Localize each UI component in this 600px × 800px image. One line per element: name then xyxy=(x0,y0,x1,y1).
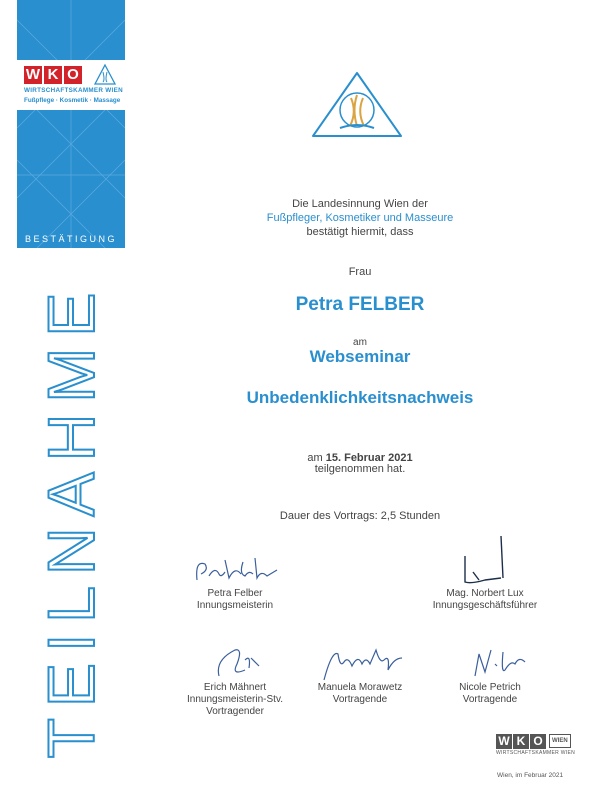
am-text: am xyxy=(353,337,367,348)
signer-role-2: Vortragender xyxy=(206,706,264,717)
event-type: Webseminar xyxy=(309,347,411,366)
footer-letter-w: W xyxy=(496,734,512,749)
signer-name: Manuela Morawetz xyxy=(317,682,403,693)
signature-block xyxy=(300,640,420,706)
signature-block xyxy=(430,640,550,706)
certificate-title: TEILNAHME xyxy=(34,281,108,759)
signature-block xyxy=(170,548,300,612)
logo-org: WIRTSCHAFTSKAMMER WIEN xyxy=(24,87,123,94)
signer-name: Erich Mähnert xyxy=(203,682,267,693)
band-line-pattern xyxy=(17,0,125,248)
footer-org: WIRTSCHAFTSKAMMER WIEN xyxy=(496,750,576,756)
signer-name: Nicole Petrich xyxy=(459,682,521,693)
footer-letter-o: O xyxy=(530,734,546,749)
handwritten-signature xyxy=(445,640,535,682)
wko-footer-logo xyxy=(496,734,586,754)
intro-line-2: Fußpfleger, Kosmetiker und Masseure xyxy=(266,212,454,224)
issue-date: Wien, im Februar 2021 xyxy=(497,772,564,779)
handwritten-signature xyxy=(185,548,285,588)
signer-name: Petra Felber xyxy=(207,588,263,599)
logo-letter-o: O xyxy=(64,66,82,84)
logo-trade: Fußpflege · Kosmetik · Massage xyxy=(24,97,121,104)
event-date: 15. Februar 2021 xyxy=(325,452,413,464)
handwritten-signature xyxy=(445,532,525,588)
duration: Dauer des Vortrags: 2,5 Stunden xyxy=(279,510,441,522)
signer-role: Vortragende xyxy=(332,694,388,705)
participant-name: Petra FELBER xyxy=(295,294,425,315)
guild-emblem-icon xyxy=(94,64,116,86)
signature-block xyxy=(410,532,560,612)
intro-line-3: bestätigt hiermit, dass xyxy=(306,226,414,238)
intro-line-1: Die Landesinnung Wien der xyxy=(292,198,428,210)
handwritten-signature xyxy=(195,640,275,682)
date-prefix: am xyxy=(307,452,323,464)
wko-logo xyxy=(17,60,125,110)
participated-text: teilgenommen hat. xyxy=(314,463,406,475)
footer-letter-k: K xyxy=(513,734,529,749)
logo-letter-w: W xyxy=(25,66,41,83)
salutation: Frau xyxy=(348,266,372,278)
guild-emblem-icon xyxy=(310,70,404,140)
signer-role: Innungsmeisterin-Stv. xyxy=(187,694,283,705)
footer-wien: WIEN xyxy=(549,734,571,748)
signer-role: Innungsmeisterin xyxy=(196,600,274,611)
handwritten-signature xyxy=(310,640,410,682)
signature-block xyxy=(170,640,300,718)
band-pattern xyxy=(17,0,125,248)
signer-role: Vortragende xyxy=(462,694,518,705)
certificate-type: BESTÄTIGUNG xyxy=(24,234,117,244)
signer-name: Mag. Norbert Lux xyxy=(446,588,524,599)
signer-role: Innungsgeschäftsführer xyxy=(432,600,538,611)
logo-letter-k: K xyxy=(44,66,62,84)
event-topic: Unbedenklichkeitsnachweis xyxy=(246,388,474,407)
